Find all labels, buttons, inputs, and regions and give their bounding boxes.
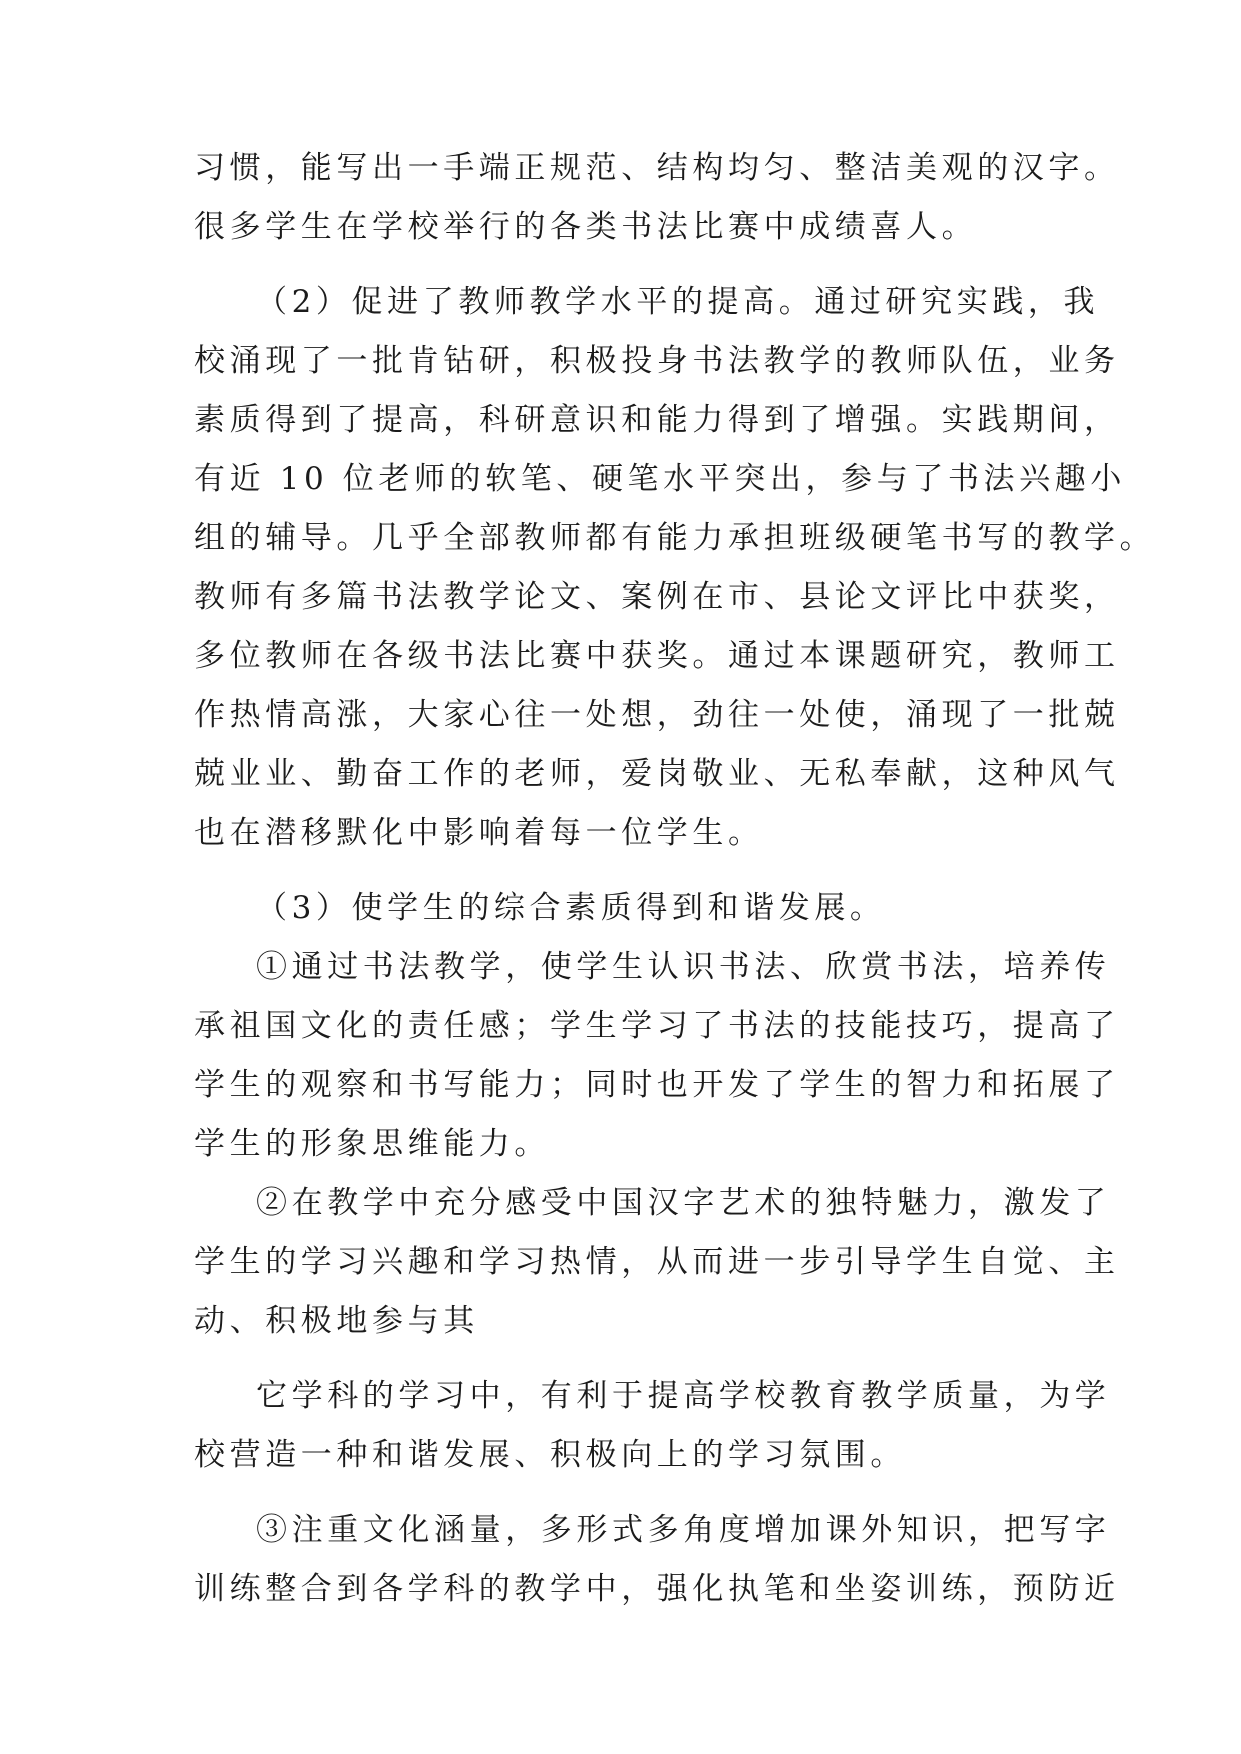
text-line: 多位教师在各级书法比赛中获奖。通过本课题研究，教师工: [194, 638, 1120, 674]
text-line: 学生的学习兴趣和学习热情，从而进一步引导学生自觉、主: [194, 1244, 1120, 1280]
text-line: 学生的观察和书写能力；同时也开发了学生的智力和拓展了: [194, 1067, 1120, 1103]
text-line: 学生的形象思维能力。: [194, 1126, 550, 1162]
text-line: 习惯，能写出一手端正规范、结构均匀、整洁美观的汉字。: [194, 150, 1120, 186]
text-line: 很多学生在学校举行的各类书法比赛中成绩喜人。: [194, 209, 978, 245]
text-line: ③注重文化涵量，多形式多角度增加课外知识，把写字: [256, 1512, 1111, 1548]
text-line: 素质得到了提高，科研意识和能力得到了增强。实践期间，: [194, 402, 1120, 438]
text-line: （3）使学生的综合素质得到和谐发展。: [256, 890, 886, 926]
text-line: 动、积极地参与其: [194, 1303, 479, 1339]
text-line: 校涌现了一批肯钻研，积极投身书法教学的教师队伍，业务: [194, 343, 1120, 379]
text-line: （2）促进了教师教学水平的提高。通过研究实践，我: [256, 284, 1100, 320]
text-line: 也在潜移默化中影响着每一位学生。: [194, 815, 764, 851]
text-line: 教师有多篇书法教学论文、案例在市、县论文评比中获奖，: [194, 579, 1120, 615]
text-line: 训练整合到各学科的教学中，强化执笔和坐姿训练，预防近: [194, 1571, 1120, 1607]
text-line: 兢业业、勤奋工作的老师，爱岗敬业、无私奉献，这种风气: [194, 756, 1120, 792]
text-line: 校营造一种和谐发展、积极向上的学习氛围。: [194, 1437, 906, 1473]
text-line: 承祖国文化的责任感；学生学习了书法的技能技巧，提高了: [194, 1008, 1120, 1044]
text-line: 作热情高涨，大家心往一处想，劲往一处使，涌现了一批兢: [194, 697, 1120, 733]
text-line: 组的辅导。几乎全部教师都有能力承担班级硬笔书写的教学。: [194, 520, 1156, 556]
text-line: 有近 10 位老师的软笔、硬笔水平突出，参与了书法兴趣小: [194, 461, 1126, 497]
text-line: ②在教学中充分感受中国汉字艺术的独特魅力，激发了: [256, 1185, 1111, 1221]
text-line: 它学科的学习中，有利于提高学校教育教学质量，为学: [256, 1378, 1111, 1414]
text-line: ①通过书法教学，使学生认识书法、欣赏书法，培养传: [256, 949, 1111, 985]
